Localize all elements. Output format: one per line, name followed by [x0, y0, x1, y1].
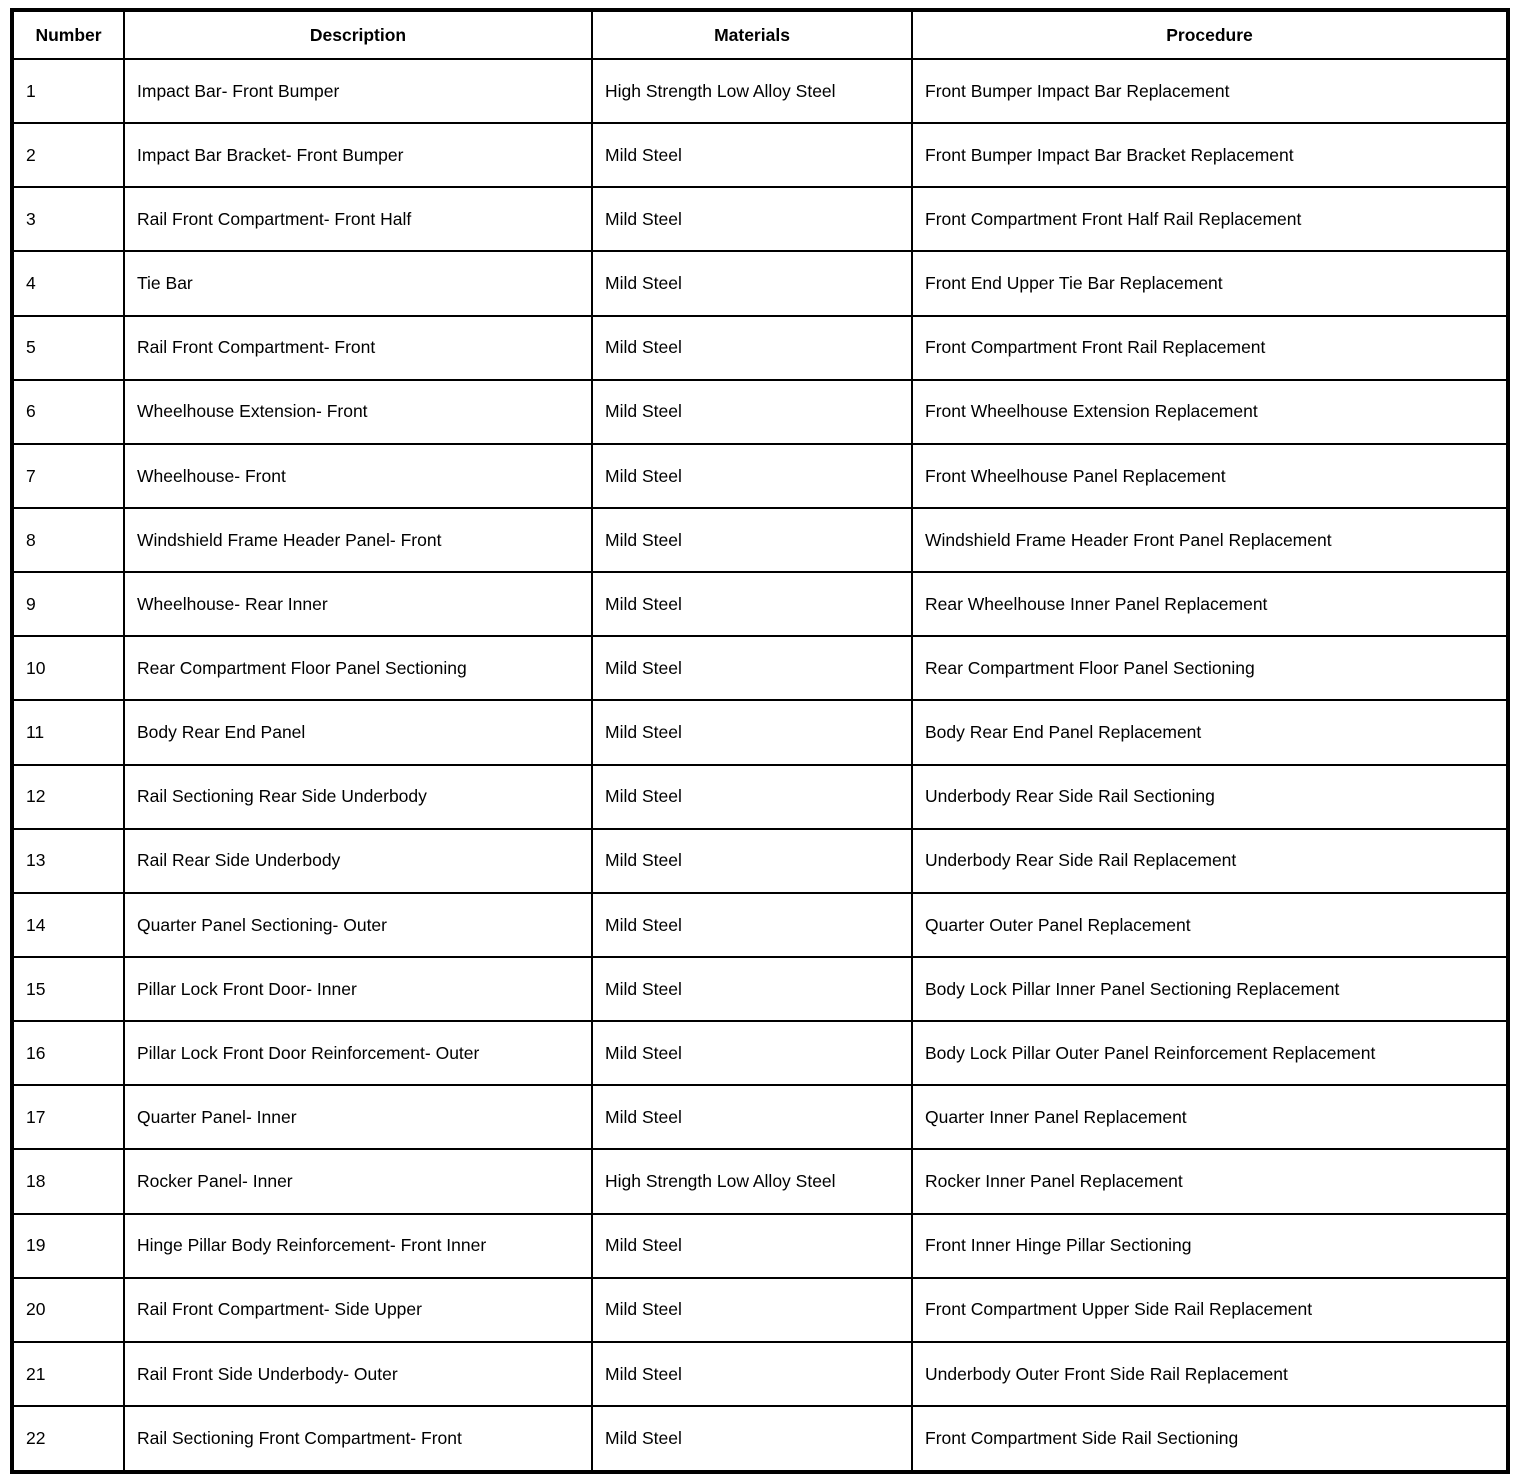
table-cell: Impact Bar- Front Bumper — [124, 59, 592, 123]
table-cell: Rear Compartment Floor Panel Sectioning — [912, 636, 1508, 700]
table-row — [12, 700, 1508, 764]
table-cell: Front End Upper Tie Bar Replacement — [912, 251, 1508, 315]
table-cell: Pillar Lock Front Door- Inner — [124, 957, 592, 1021]
table-cell: Front Compartment Front Half Rail Replacement — [912, 187, 1508, 251]
table-cell: 20 — [12, 1278, 124, 1342]
table-cell: Quarter Inner Panel Replacement — [912, 1085, 1508, 1149]
table-cell: 9 — [12, 572, 124, 636]
table-cell: Rail Front Compartment- Side Upper — [124, 1278, 592, 1342]
table-row — [12, 380, 1508, 444]
table-cell: 15 — [12, 957, 124, 1021]
table-cell: Front Wheelhouse Panel Replacement — [912, 444, 1508, 508]
table-cell: Windshield Frame Header Front Panel Replacement — [912, 508, 1508, 572]
table-cell: Front Compartment Side Rail Sectioning — [912, 1406, 1508, 1472]
table-row — [12, 508, 1508, 572]
table-row — [12, 893, 1508, 957]
table-cell: Rail Rear Side Underbody — [124, 829, 592, 893]
table-cell: Pillar Lock Front Door Reinforcement- Outer — [124, 1021, 592, 1085]
table-cell: Mild Steel — [592, 123, 912, 187]
table-cell: Mild Steel — [592, 380, 912, 444]
table-cell: 3 — [12, 187, 124, 251]
table-cell: Front Compartment Front Rail Replacement — [912, 316, 1508, 380]
table-cell: Front Bumper Impact Bar Bracket Replacement — [912, 123, 1508, 187]
table-cell: Mild Steel — [592, 829, 912, 893]
table-cell: Rocker Inner Panel Replacement — [912, 1149, 1508, 1213]
table-cell: Front Bumper Impact Bar Replacement — [912, 59, 1508, 123]
table-cell: 19 — [12, 1214, 124, 1278]
table-row — [12, 829, 1508, 893]
table-body — [12, 59, 1508, 1472]
table-cell: Mild Steel — [592, 572, 912, 636]
table-header-row — [12, 10, 1508, 59]
table-cell: Body Rear End Panel Replacement — [912, 700, 1508, 764]
table-cell: Quarter Panel- Inner — [124, 1085, 592, 1149]
table-cell: Underbody Outer Front Side Rail Replacement — [912, 1342, 1508, 1406]
table-cell: Mild Steel — [592, 1406, 912, 1472]
table-cell: Mild Steel — [592, 1342, 912, 1406]
table-cell: Body Lock Pillar Inner Panel Sectioning Replacement — [912, 957, 1508, 1021]
table-cell: Underbody Rear Side Rail Sectioning — [912, 765, 1508, 829]
table-cell: Impact Bar Bracket- Front Bumper — [124, 123, 592, 187]
table-row — [12, 765, 1508, 829]
table-cell: High Strength Low Alloy Steel — [592, 1149, 912, 1213]
table-cell: Mild Steel — [592, 1214, 912, 1278]
table-cell: 6 — [12, 380, 124, 444]
table-cell: 5 — [12, 316, 124, 380]
table-cell: High Strength Low Alloy Steel — [592, 59, 912, 123]
table-row — [12, 636, 1508, 700]
table-cell: Mild Steel — [592, 1021, 912, 1085]
table-cell: 12 — [12, 765, 124, 829]
table-row — [12, 123, 1508, 187]
table-cell: Body Lock Pillar Outer Panel Reinforcement Replacement — [912, 1021, 1508, 1085]
table-cell: Mild Steel — [592, 508, 912, 572]
table-cell: Rail Sectioning Front Compartment- Front — [124, 1406, 592, 1472]
table-cell: Mild Steel — [592, 893, 912, 957]
table-cell: Mild Steel — [592, 1278, 912, 1342]
table-cell: Mild Steel — [592, 444, 912, 508]
table-row — [12, 957, 1508, 1021]
table-cell: Mild Steel — [592, 700, 912, 764]
table-cell: 1 — [12, 59, 124, 123]
column-header-materials: Materials — [592, 10, 912, 59]
table-cell: 11 — [12, 700, 124, 764]
table-cell: Underbody Rear Side Rail Replacement — [912, 829, 1508, 893]
table-row — [12, 1342, 1508, 1406]
table-row — [12, 1085, 1508, 1149]
column-header-number: Number — [12, 10, 124, 59]
table-cell: Rail Front Compartment- Front Half — [124, 187, 592, 251]
table-cell: 21 — [12, 1342, 124, 1406]
table-cell: 14 — [12, 893, 124, 957]
table-cell: Front Compartment Upper Side Rail Replacement — [912, 1278, 1508, 1342]
table-cell: Body Rear End Panel — [124, 700, 592, 764]
table-cell: 2 — [12, 123, 124, 187]
column-header-description: Description — [124, 10, 592, 59]
table-cell: Rail Front Side Underbody- Outer — [124, 1342, 592, 1406]
table-row — [12, 1214, 1508, 1278]
table-cell: 4 — [12, 251, 124, 315]
table-cell: Rail Front Compartment- Front — [124, 316, 592, 380]
table-row — [12, 1021, 1508, 1085]
table-cell: 18 — [12, 1149, 124, 1213]
table-cell: Mild Steel — [592, 187, 912, 251]
table-cell: Tie Bar — [124, 251, 592, 315]
column-header-procedure: Procedure — [912, 10, 1508, 59]
table-cell: Hinge Pillar Body Reinforcement- Front Inner — [124, 1214, 592, 1278]
table-row — [12, 251, 1508, 315]
table-cell: Wheelhouse- Front — [124, 444, 592, 508]
table-cell: 17 — [12, 1085, 124, 1149]
table-cell: 7 — [12, 444, 124, 508]
table-row — [12, 59, 1508, 123]
table-cell: 10 — [12, 636, 124, 700]
table-cell: Mild Steel — [592, 316, 912, 380]
table-cell: Rear Wheelhouse Inner Panel Replacement — [912, 572, 1508, 636]
table-cell: Front Inner Hinge Pillar Sectioning — [912, 1214, 1508, 1278]
table-cell: Mild Steel — [592, 251, 912, 315]
table-row — [12, 187, 1508, 251]
table-cell: Front Wheelhouse Extension Replacement — [912, 380, 1508, 444]
table-row — [12, 1278, 1508, 1342]
table-row — [12, 316, 1508, 380]
table-cell: Mild Steel — [592, 1085, 912, 1149]
table-cell: 13 — [12, 829, 124, 893]
table-cell: Quarter Outer Panel Replacement — [912, 893, 1508, 957]
table-row — [12, 444, 1508, 508]
parts-table — [10, 8, 1510, 1474]
table-cell: 22 — [12, 1406, 124, 1472]
table-cell: 8 — [12, 508, 124, 572]
table-cell: Mild Steel — [592, 957, 912, 1021]
table-cell: Mild Steel — [592, 765, 912, 829]
table-cell: Rocker Panel- Inner — [124, 1149, 592, 1213]
table-cell: Quarter Panel Sectioning- Outer — [124, 893, 592, 957]
table-cell: Windshield Frame Header Panel- Front — [124, 508, 592, 572]
table-cell: Mild Steel — [592, 636, 912, 700]
table-cell: Wheelhouse- Rear Inner — [124, 572, 592, 636]
table-row — [12, 1406, 1508, 1472]
table-cell: 16 — [12, 1021, 124, 1085]
table-cell: Rear Compartment Floor Panel Sectioning — [124, 636, 592, 700]
table-row — [12, 572, 1508, 636]
table-row — [12, 1149, 1508, 1213]
table-cell: Wheelhouse Extension- Front — [124, 380, 592, 444]
table-cell: Rail Sectioning Rear Side Underbody — [124, 765, 592, 829]
